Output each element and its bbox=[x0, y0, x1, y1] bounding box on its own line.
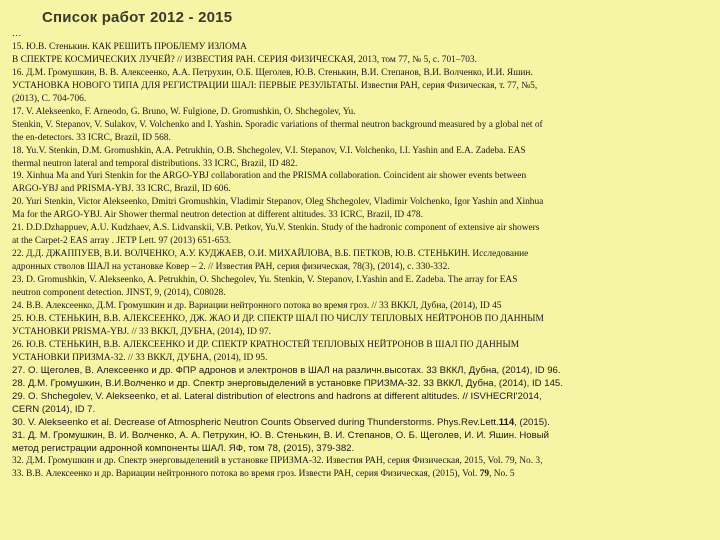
list-line-33 bbox=[12, 468, 712, 481]
volume-number: 79 bbox=[479, 469, 490, 480]
list-line: 24. В.В. Алексеенко, Д.М. Громушкин и др. Вариации нейтронного потока во время гроз. // 33 ВККЛ, Дубна, (2014), ID 45 bbox=[12, 301, 502, 312]
list-line: В СПЕКТРЕ КОСМИЧЕСКИХ ЛУЧЕЙ? // ИЗВЕСТИЯ РАН. СЕРИЯ ФИЗИЧЕСКАЯ, 2013, том 77, № 5, с. 701–703. bbox=[12, 54, 477, 65]
list-line: Stenkin, V. Stepanov, V. Sulakov, V. Volchenko and I. Yashin. Sporadic variations of thermal neutron background measured by a global net of bbox=[12, 119, 543, 130]
list-line: thermal neutron lateral and temporal distributions. 33 ICRC, Brazil, ID 482. bbox=[12, 158, 298, 169]
citation-text: 33. В.В. Алексеенко и др. Вариации нейтронного потока во время гроз. Извести РАН, серия Физическая, (2015), Vol. bbox=[12, 469, 480, 480]
list-line: УСТАНОВКА НОВОГО ТИПА ДЛЯ РЕГИСТРАЦИИ ШАЛ: ПЕРВЫЕ РЕЗУЛЬТАТЫ. Известия РАН, серия Физическая, т. 77, №5, bbox=[12, 80, 538, 91]
list-line-ellipsis: … bbox=[12, 29, 22, 39]
list-line: адронных стволов ШАЛ на установке Ковер – 2. // Известия РАН, серия физическая, 78(3), (2014), с. 330-332. bbox=[12, 262, 450, 273]
list-line: УСТАНОВКИ ПРИЗМА-32. // 33 ВККЛ, ДУБНА, (2014), ID 95. bbox=[12, 352, 268, 363]
list-line: the en-detectors. 33 ICRC, Brazil, ID 568. bbox=[12, 132, 171, 143]
list-line: 17. V. Alekseenko, F. Arneodo, G. Bruno, W. Fulgione, D. Gromushkin, O. Shchegolev, Yu. bbox=[12, 106, 356, 117]
list-line: at the Carpet-2 EAS array . JETP Lett. 97 (2013) 651-653. bbox=[12, 236, 232, 247]
list-line: CERN (2014), ID 7. bbox=[12, 403, 96, 415]
list-line: 27. О. Щеголев, В. Алексеенко и др. ФПР адронов и электронов в ШАЛ на различн.высотах. 33 ВККЛ, Дубна, (2014), ID 96. bbox=[12, 364, 561, 376]
list-line: neutron component detection. JINST, 9, (2014), C08028. bbox=[12, 288, 226, 299]
citation-text: 30. V. Alekseenko et al. Decrease of Atmospheric Neutron Counts Observed during Thunderstorms. Phys.Rev.Lett. bbox=[12, 416, 499, 428]
list-line: 28. Д.М. Громушкин, В.И.Волченко и др. Спектр энерговыделений в установке ПРИЗМА-32. 33 ВККЛ, Дубна, (2014), ID 145. bbox=[12, 377, 563, 389]
list-line-30 bbox=[12, 417, 712, 430]
list-line: 18. Yu.V. Stenkin, D.M. Gromushkin, A.A. Petrukhin, O.B. Shchegolev, V.I. Stepanov, V.I. Volchenko, I.I. Yashin and E.A. Zadeba. EAS bbox=[12, 145, 526, 156]
list-line: 26. Ю.В. СТЕНЬКИН, В.В. АЛЕКСЕЕНКО И ДР. СПЕКТР КРАТНОСТЕЙ ТЕПЛОВЫХ НЕЙТРОНОВ В ШАЛ ПО ДАННЫМ bbox=[12, 339, 520, 350]
list-line: 19. Xinhua Ma and Yuri Stenkin for the ARGO-YBJ collaboration and the PRISMA collaboration. Coincident air shower events between bbox=[12, 171, 527, 182]
citation-tail: , (2015). bbox=[514, 416, 550, 428]
list-line: 20. Yuri Stenkin, Victor Alekseenko, Dmitri Gromushkin, Vladimir Stepanov, Oleg Shchegolev, Vladimir Volchenko, Igor Yashin and Xinhua bbox=[12, 197, 544, 208]
list-line: 25. Ю.В. СТЕНЬКИН, В.В. АЛЕКСЕЕНКО, ДЖ. ЖАО И ДР. СПЕКТР ШАЛ ПО ЧИСЛУ ТЕПЛОВЫХ НЕЙТРОНОВ ПО ДАННЫМ bbox=[12, 313, 544, 324]
publication-list bbox=[12, 28, 712, 481]
list-line: 22. Д.Д. ДЖАППУЕВ, В.И. ВОЛЧЕНКО, А.У. КУДЖАЕВ, О.И. МИХАЙЛОВА, В.Б. ПЕТКОВ, Ю.В. СТЕНЬКИН. Исследование bbox=[12, 249, 529, 260]
list-line: ARGO-YBJ and PRISMA-YBJ. 33 ICRC, Brazil, ID 606. bbox=[12, 184, 231, 195]
list-line: (2013), С. 704-706. bbox=[12, 93, 87, 104]
citation-tail: , No. 5 bbox=[489, 469, 515, 480]
page-title: Список работ 2012 - 2015 bbox=[42, 9, 233, 26]
list-line: 23. D. Gromushkin, V. Alekseenko, A. Petrukhin, O. Shchegolev, Yu. Stenkin, V. Stepanov, I.Yashin and E. Zadeba. The array for EAS bbox=[12, 275, 518, 286]
list-line: 15. Ю.В. Стенькин. КАК РЕШИТЬ ПРОБЛЕМУ ИЗЛОМА bbox=[12, 41, 247, 52]
list-line: 32. Д.М. Громушкин и др. Спектр энерговыделений в установке ПРИЗМА-32. Известия РАН, серия Физическая, 2015, Vol. 79, No. 3, bbox=[12, 456, 543, 467]
list-line: Ma for the ARGO-YBJ. Air Shower thermal neutron detection at different altitudes. 33 ICRC, Brazil, ID 478. bbox=[12, 210, 423, 221]
list-line: 21. D.D.Dzhappuev, A.U. Kudzhaev, A.S. Lidvanskii, V.B. Petkov, Yu.V. Stenkin. Study of the hadronic component of extensive air showers bbox=[12, 223, 540, 234]
list-line: 16. Д.М. Громушкин, В. В. Алексеенко, А.А. Петрухин, О.Б. Щеголев, Ю.В. Стенькин, В.И. Степанов, В.И. Волченко, И.И. Яшин. bbox=[12, 67, 533, 78]
volume-number: 114 bbox=[498, 416, 515, 428]
list-line: метод регистрации адронной компоненты ШАЛ. ЯФ, том 78, (2015), 379-382. bbox=[12, 442, 355, 454]
list-line: УСТАНОВКИ PRISMA-YBJ. // 33 ВККЛ, ДУБНА, (2014), ID 97. bbox=[12, 326, 271, 337]
list-line: 31. Д. М. Громушкин, В. И. Волченко, А. А. Петрухин, Ю. В. Стенькин, В. И. Степанов, О. Б. Щеголев, И. И. Яшин. Новый bbox=[12, 429, 549, 441]
list-line: 29. O. Shchegolev, V. Alekseenko, et al. Lateral distribution of electrons and hadrons at different altitudes. // ISVHECRI'2014, bbox=[12, 390, 542, 402]
